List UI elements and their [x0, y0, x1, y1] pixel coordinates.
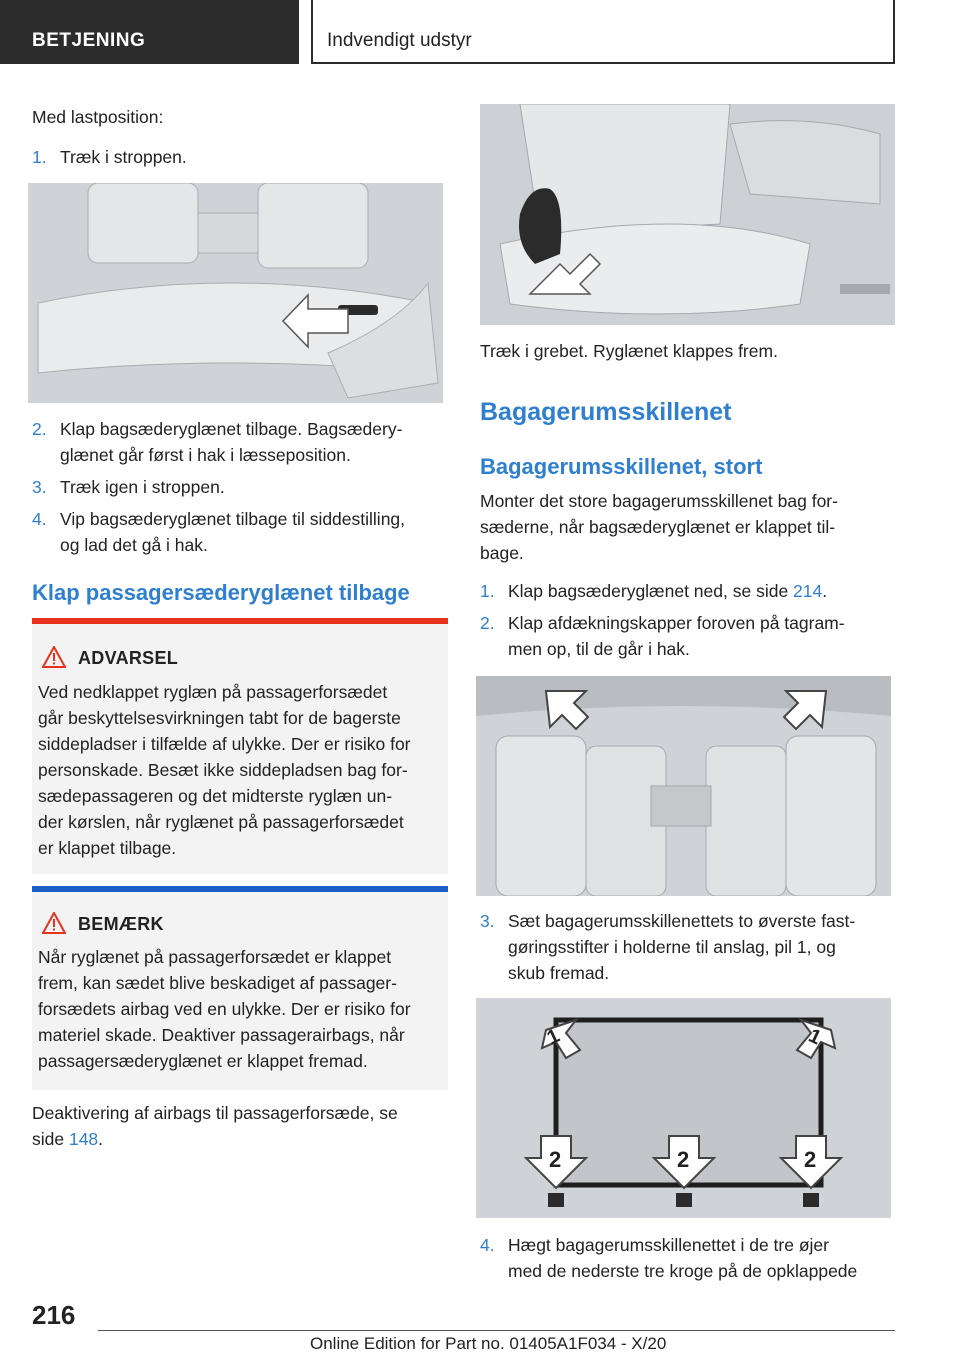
step-2-text-cont: glænet går først i hak i læsseposition. [60, 445, 351, 465]
warning-line: sædepassageren og det midterste ryglæn un- [38, 786, 393, 806]
net-label-2-right: 2 [804, 1147, 817, 1172]
lever-caption: Træk i grebet. Ryglænet klappes frem. [480, 341, 778, 361]
net-step-4 [480, 1232, 857, 1284]
header-section-label: BETJENING [32, 30, 146, 51]
net-intro-line: sæderne, når bagsæderyglænet er klappet til- [480, 517, 836, 537]
net-step-1 [480, 578, 827, 604]
warning-title: ADVARSEL [78, 648, 179, 668]
net-step-4-text: Hægt bagagerumsskillenettet i de tre øjer [508, 1235, 829, 1255]
net-label-2-center: 2 [677, 1147, 690, 1172]
net-step-1-suffix: . [822, 581, 828, 601]
step-2 [32, 416, 402, 468]
step-1 [32, 144, 187, 170]
step-4-text-cont: og lad det gå i hak. [60, 535, 208, 555]
section-heading-passenger: Klap passagersæderyglænet tilbage [32, 580, 410, 605]
header-section-tab [0, 0, 299, 64]
warning-line: er klappet tilbage. [38, 838, 177, 858]
net-installation-illustration [476, 998, 891, 1218]
front-seat-lever-illustration [480, 104, 895, 325]
step-3-number: 3. [32, 477, 47, 497]
intro-text: Med lastposition: [32, 107, 164, 127]
page-link-214[interactable]: 214 [793, 581, 823, 601]
note-line: materiel skade. Deaktiver passagerairbags, når [38, 1025, 405, 1045]
net-intro-line: bage. [480, 543, 524, 563]
footer-edition: Online Edition for Part no. 01405A1F034 - X/20 [310, 1334, 667, 1353]
step-2-number: 2. [32, 419, 47, 439]
note-line: passagersæderyglænet er klappet fremad. [38, 1051, 368, 1071]
net-step-3 [480, 908, 855, 986]
note-line: frem, kan sædet blive beskadiget af passager- [38, 973, 397, 993]
warning-box [32, 624, 448, 874]
net-step-2-number: 2. [480, 613, 495, 633]
deactivation-text [32, 1100, 398, 1152]
warning-text [38, 679, 411, 861]
page-link-148[interactable]: 148 [68, 1129, 99, 1149]
note-text [38, 944, 411, 1074]
header-chapter-label: Indvendigt udstyr [327, 30, 472, 51]
deactivation-line: Deaktivering af airbags til passagerforsæde, se [32, 1103, 398, 1123]
warning-line: personskade. Besæt ikke siddepladsen bag for- [38, 760, 408, 780]
rear-seat-strap-illustration [28, 183, 443, 403]
cabin-roof-drawing [476, 676, 891, 896]
subsection-heading-net-large: Bagagerumsskillenet, stort [480, 454, 763, 479]
net-step-3-number: 3. [480, 911, 495, 931]
net-intro-paragraph [480, 488, 838, 566]
step-4-number: 4. [32, 509, 47, 529]
warning-triangle-icon [42, 646, 66, 668]
note-line: Når ryglænet på passagerforsædet er klappet [38, 947, 392, 967]
header-chapter-tab [311, 0, 895, 64]
net-frame-drawing [476, 998, 891, 1218]
net-label-2-left: 2 [549, 1147, 562, 1172]
page-number: 216 [32, 1300, 76, 1330]
step-3-text: Træk igen i stroppen. [60, 477, 225, 497]
warning-line: siddepladser i tilfælde af ulykke. Der er risiko for [38, 734, 411, 754]
footer-divider [98, 1330, 895, 1331]
step-1-number: 1. [32, 147, 47, 167]
net-step-1-text: Klap bagsæderyglænet ned, se side [508, 581, 794, 601]
net-step-3-text-cont: gøringsstifter i holderne til anslag, pil 1, og [508, 937, 836, 957]
step-2-text: Klap bagsæderyglænet tilbage. Bagsædery- [60, 419, 403, 439]
roof-covers-illustration [476, 676, 891, 896]
step-4-text: Vip bagsæderyglænet tilbage til siddestilling, [60, 509, 406, 529]
deactivation-prefix: side [32, 1129, 69, 1149]
net-label-1-left: 1 [543, 1024, 564, 1050]
rear-seat-drawing [28, 183, 443, 403]
caution-triangle-icon [42, 912, 66, 934]
net-step-2-text: Klap afdækningskapper foroven på tagram- [508, 613, 845, 633]
net-step-3-text: Sæt bagagerumsskillenettets to øverste fast- [508, 911, 856, 931]
front-seat-drawing [480, 104, 895, 325]
net-step-1-number: 1. [480, 581, 495, 601]
net-step-2-text-cont: men op, til de går i hak. [508, 639, 690, 659]
step-1-text: Træk i stroppen. [60, 147, 187, 167]
step-4 [32, 506, 405, 558]
note-title: BEMÆRK [78, 914, 164, 934]
net-step-4-number: 4. [480, 1235, 495, 1255]
net-step-4-text-cont: med de nederste tre kroge på de opklappede [508, 1261, 858, 1281]
note-box [32, 892, 448, 1090]
note-line: forsædets airbag ved en ulykke. Der er risiko for [38, 999, 411, 1019]
warning-line: Ved nedklappet ryglæn på passagerforsædet [38, 682, 388, 702]
net-intro-line: Monter det store bagagerumsskillenet bag for- [480, 491, 838, 511]
warning-line: der kørslen, når ryglænet på passagerforsædet [38, 812, 404, 832]
net-label-1-right: 1 [805, 1024, 825, 1050]
section-heading-net: Bagagerumsskillenet [480, 398, 732, 426]
deactivation-suffix: . [98, 1129, 104, 1149]
net-step-3-text-cont2: skub fremad. [508, 963, 610, 983]
net-step-2 [480, 610, 845, 662]
warning-line: går beskyttelsesvirkningen tabt for de bagerste [38, 708, 401, 728]
step-3 [32, 474, 225, 500]
